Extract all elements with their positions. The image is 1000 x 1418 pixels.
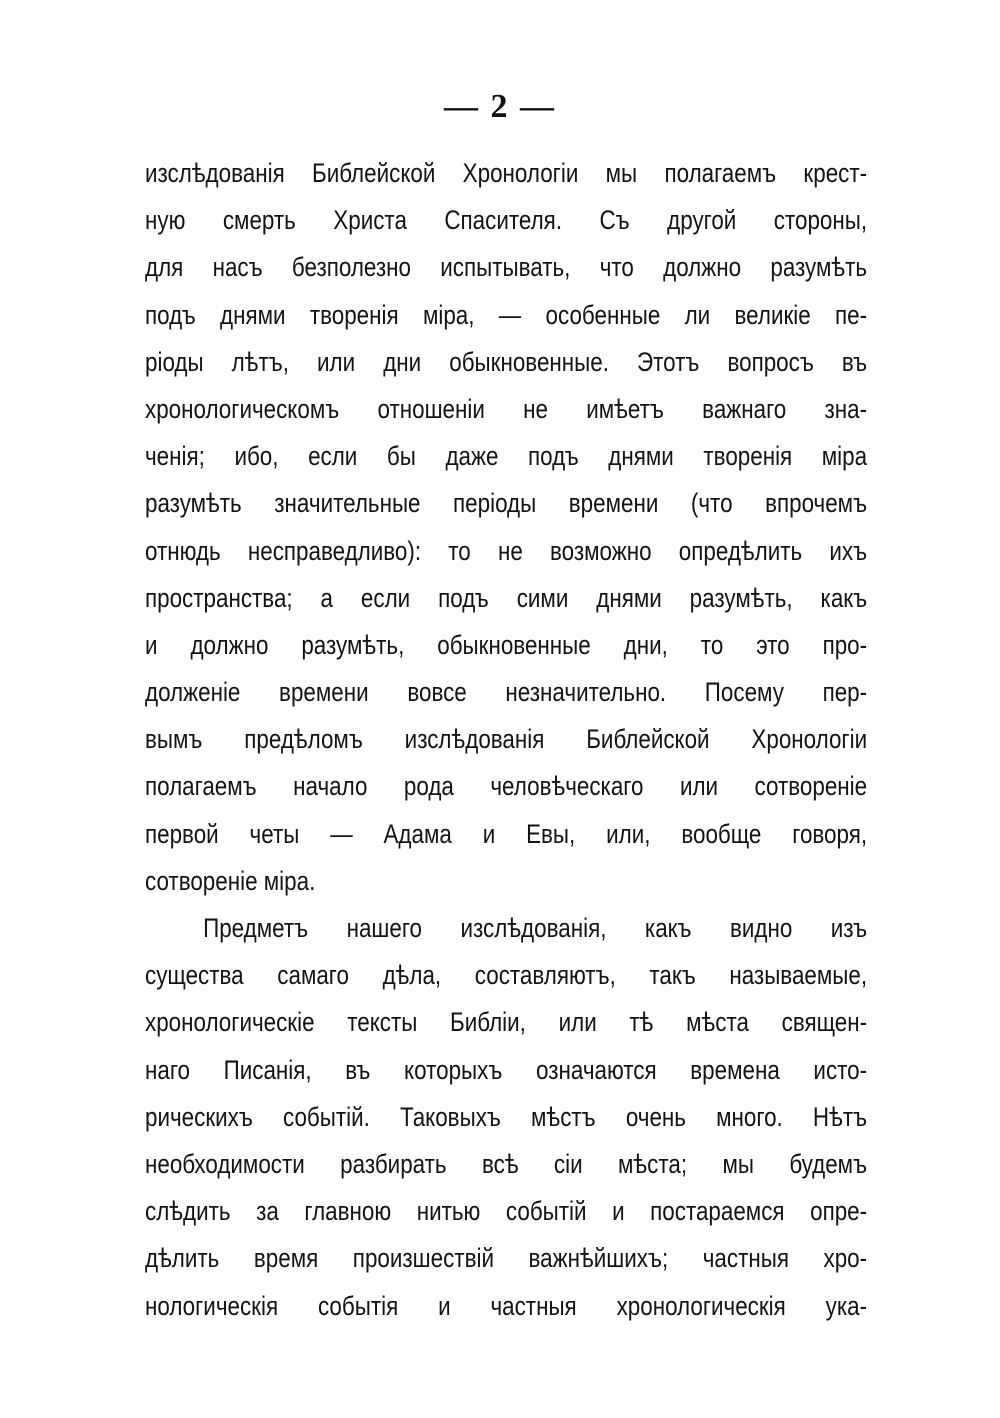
text-line: отнюдь несправедливо): то не возможно опредѣлить ихъ bbox=[145, 535, 868, 566]
text-line: первой четы — Адама и Евы, или, вообще говоря, bbox=[145, 818, 868, 849]
text-line: рическихъ событій. Таковыхъ мѣстъ очень много. Нѣтъ bbox=[145, 1101, 868, 1132]
text-line: хронологическомъ отношеніи не имѣетъ важнаго зна- bbox=[145, 393, 868, 424]
paragraph-2 bbox=[145, 905, 867, 1330]
text-line: нологическія событія и частныя хронологическія ука- bbox=[145, 1290, 868, 1321]
text-line: Предметъ нашего изслѣдованія, какъ видно изъ bbox=[203, 913, 868, 943]
page-number: — 2 — bbox=[444, 88, 556, 125]
text-line: полагаемъ начало рода человѣческаго или сотвореніе bbox=[145, 771, 868, 802]
text-line: для насъ безполезно испытывать, что должно разумѣть bbox=[145, 252, 868, 283]
text-line: дѣлить время произшествій важнѣйшихъ; частныя хро- bbox=[145, 1243, 868, 1274]
text-line: разумѣть значительные періоды времени (что впрочемъ bbox=[145, 488, 868, 519]
text-line: долженіе времени вовсе незначительно. Посему пер- bbox=[145, 677, 868, 708]
paragraph-1 bbox=[145, 150, 867, 905]
text-line: ріоды лѣтъ, или дни обыкновенные. Этотъ вопросъ въ bbox=[145, 346, 868, 377]
text-line: существа самаго дѣла, составляютъ, такъ называемые, bbox=[145, 960, 868, 991]
text-line: сотвореніе міра. bbox=[145, 865, 316, 896]
text-line: ченія; ибо, если бы даже подъ днями творенія міра bbox=[145, 441, 868, 472]
text-line: и должно разумѣть, обыкновенные дни, то это про- bbox=[145, 629, 868, 660]
text-line: подъ днями творенія міра, — особенные ли великіе пе- bbox=[145, 299, 868, 330]
text-line: хронологическіе тексты Библіи, или тѣ мѣста священ- bbox=[145, 1007, 868, 1038]
text-line: ную смерть Христа Спасителя. Съ другой стороны, bbox=[145, 205, 868, 236]
text-line: вымъ предѣломъ изслѣдованія Библейской Хронологіи bbox=[145, 724, 868, 755]
text-line: изслѣдованія Библейской Хронологіи мы полагаемъ крест- bbox=[145, 158, 868, 188]
text-line: необходимости разбирать всѣ сіи мѣста; мы будемъ bbox=[145, 1148, 868, 1179]
text-line: наго Писанія, въ которыхъ означаются времена исто- bbox=[145, 1054, 868, 1085]
text-line: слѣдить за главною нитью событій и постараемся опре- bbox=[145, 1196, 868, 1227]
text-line: пространства; а если подъ сими днями разумѣть, какъ bbox=[145, 582, 868, 613]
